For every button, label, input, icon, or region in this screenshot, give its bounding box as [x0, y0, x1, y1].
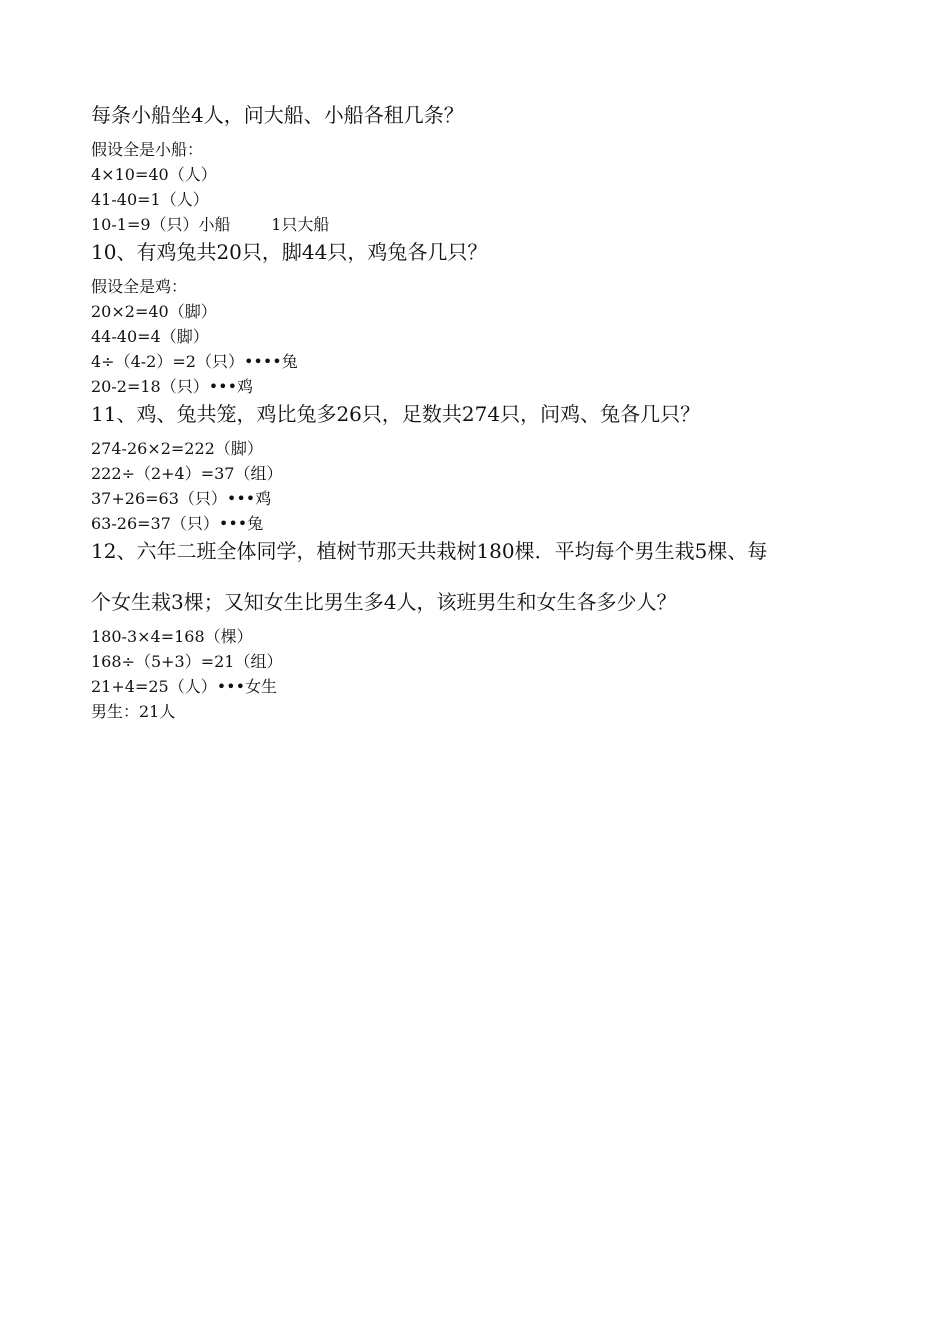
- problem-section: [91, 399, 871, 536]
- solution-line: 4×10=40（人）: [91, 165, 217, 184]
- question-text: 12、六年二班全体同学，植树节那天共栽树180棵．平均每个男生栽5棵、每: [91, 539, 768, 563]
- document-page: [91, 100, 871, 724]
- solution-line: 63-26=37（只）•••兔: [91, 514, 264, 533]
- solution-line: 222÷（2+4）=37（组）: [91, 464, 283, 483]
- solution-line: 41-40=1（人）: [91, 190, 209, 209]
- question-text: 10、有鸡兔共20只，脚44只，鸡兔各几只？: [91, 240, 488, 264]
- solution-line: 假设全是鸡：: [91, 277, 188, 296]
- question-text: 个女生栽3棵；又知女生比男生多4人，该班男生和女生各多少人？: [91, 590, 677, 614]
- solution-line: 4÷（4-2）=2（只）••••兔: [91, 352, 298, 371]
- solution-block: [91, 436, 871, 536]
- solution-block: [91, 274, 871, 399]
- solution-block: [91, 624, 871, 724]
- question-text: 每条小船坐4人，问大船、小船各租几条？: [91, 103, 464, 127]
- solution-line: 20×2=40（脚）: [91, 302, 217, 321]
- problem-section: [91, 536, 871, 724]
- question-text: 11、鸡、兔共笼，鸡比兔多26只，足数共274只，问鸡、兔各几只？: [91, 402, 701, 426]
- solution-line: 20-2=18（只）•••鸡: [91, 377, 254, 396]
- solution-line: 37+26=63（只）•••鸡: [91, 489, 272, 508]
- solution-line: 168÷（5+3）=21（组）: [91, 652, 283, 671]
- solution-line: 274-26×2=222（脚）: [91, 439, 263, 458]
- solution-line: 10-1=9（只）小船 1只大船: [91, 215, 330, 234]
- solution-line: 21+4=25（人）•••女生: [91, 677, 278, 696]
- problem-section: [91, 100, 871, 237]
- problem-section: [91, 237, 871, 399]
- solution-line: 180-3×4=168（棵）: [91, 627, 253, 646]
- solution-line: 假设全是小船：: [91, 140, 204, 159]
- solution-block: [91, 137, 871, 237]
- solution-line: 男生：21人: [91, 702, 176, 721]
- solution-line: 44-40=4（脚）: [91, 327, 209, 346]
